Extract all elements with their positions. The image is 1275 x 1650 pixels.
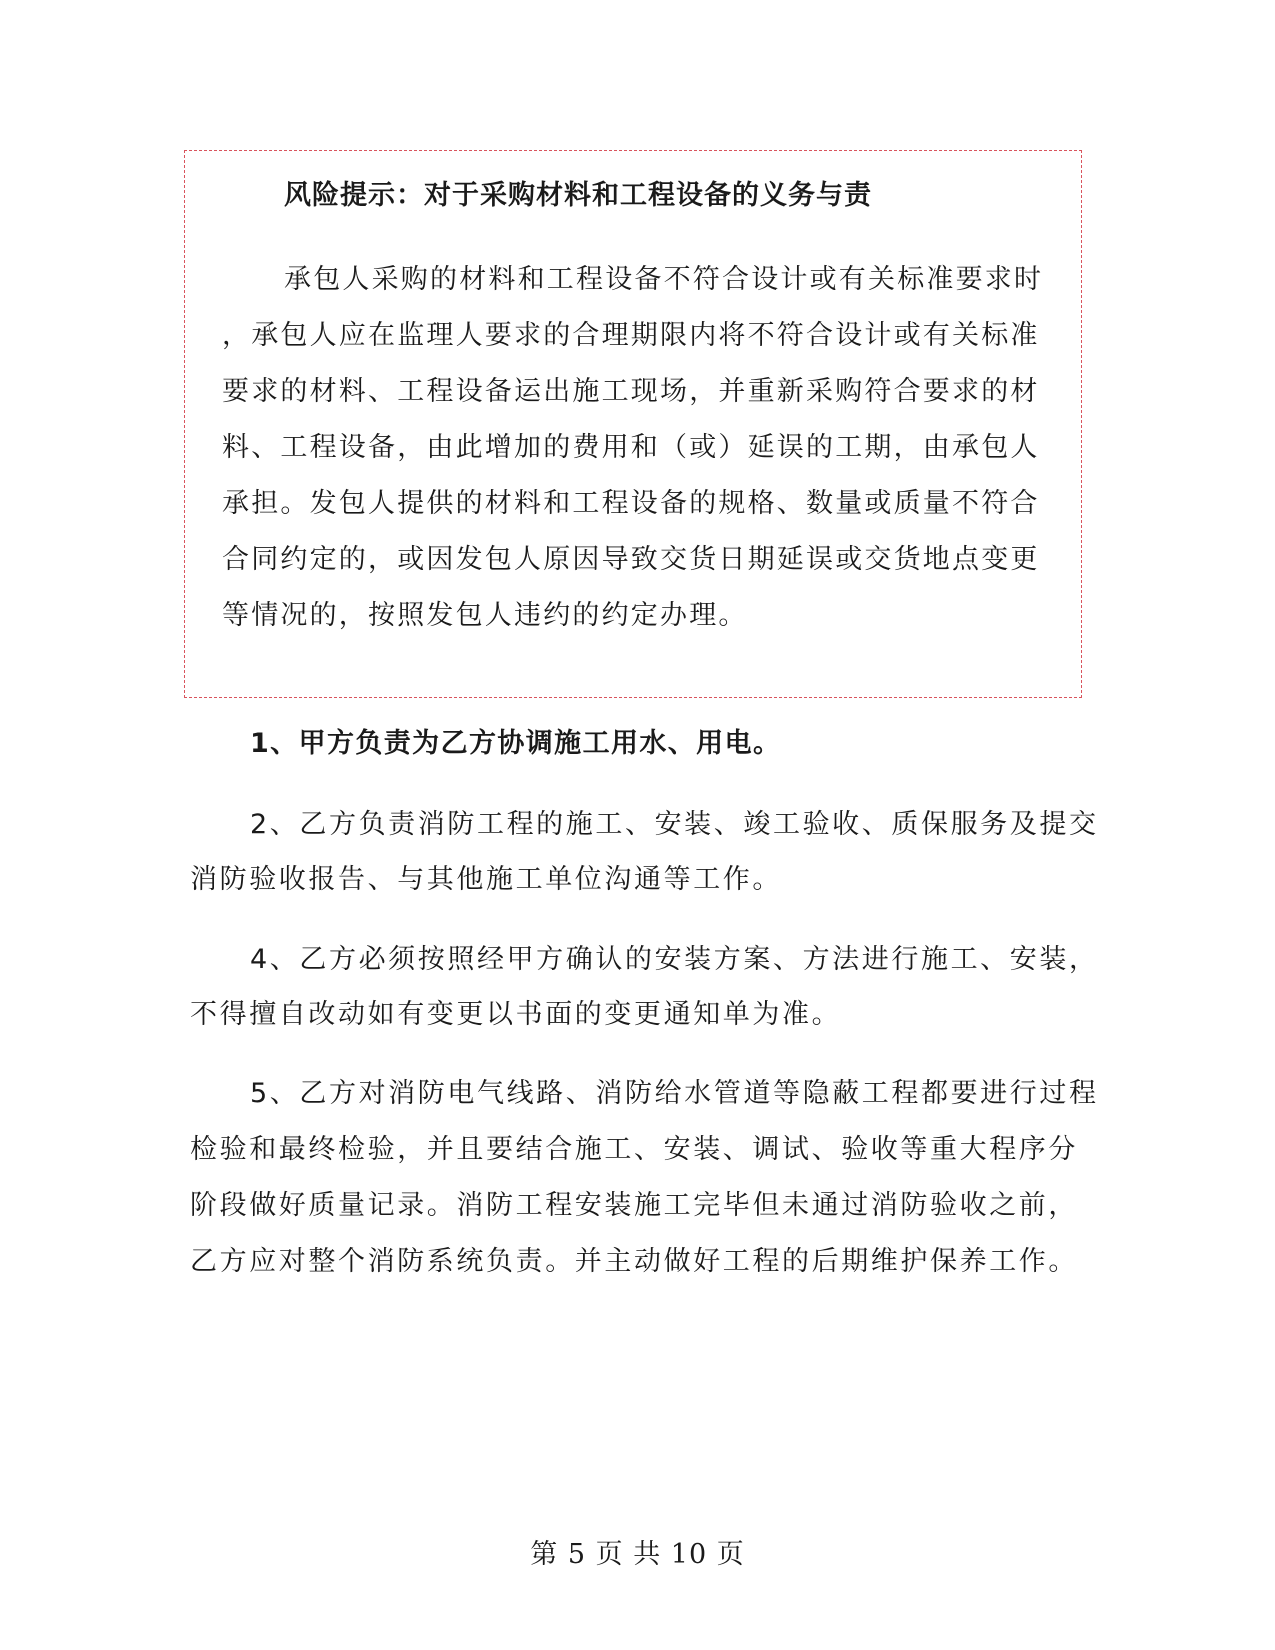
risk-notice-line: 承担。发包人提供的材料和工程设备的规格、数量或质量不符合	[222, 488, 1040, 519]
risk-notice-title: 风险提示：对于采购材料和工程设备的义务与责	[284, 180, 872, 211]
risk-notice-line: 承包人采购的材料和工程设备不符合设计或有关标准要求时	[284, 264, 1044, 295]
clause-4-line: 不得擅自改动如有变更以书面的变更通知单为准。	[190, 999, 842, 1030]
page-footer: 第 5 页 共 10 页	[530, 1539, 745, 1570]
clause-2-line: 2、乙方负责消防工程的施工、安装、竣工验收、质保服务及提交	[250, 809, 1099, 840]
risk-notice-line: 料、工程设备，由此增加的费用和（或）延误的工期，由承包人	[222, 432, 1040, 463]
clause-4-line: 4、乙方必须按照经甲方确认的安装方案、方法进行施工、安装，	[250, 944, 1099, 975]
clause-5-line: 检验和最终检验，并且要结合施工、安装、调试、验收等重大程序分	[190, 1134, 1078, 1165]
risk-notice-line: 等情况的，按照发包人违约的约定办理。	[222, 600, 748, 631]
clause-5-line: 阶段做好质量记录。消防工程安装施工完毕但未通过消防验收之前，	[190, 1190, 1078, 1221]
clause-2-line: 消防验收报告、与其他施工单位沟通等工作。	[190, 864, 782, 895]
risk-notice-line: 要求的材料、工程设备运出施工现场，并重新采购符合要求的材	[222, 376, 1040, 407]
clause-1-line: 1、甲方负责为乙方协调施工用水、用电。	[250, 728, 782, 759]
risk-notice-line: 合同约定的，或因发包人原因导致交货日期延误或交货地点变更	[222, 544, 1040, 575]
clause-5-line: 5、乙方对消防电气线路、消防给水管道等隐蔽工程都要进行过程	[250, 1078, 1099, 1109]
clause-5-line: 乙方应对整个消防系统负责。并主动做好工程的后期维护保养工作。	[190, 1246, 1078, 1277]
risk-notice-line: ，承包人应在监理人要求的合理期限内将不符合设计或有关标准	[222, 320, 1040, 351]
